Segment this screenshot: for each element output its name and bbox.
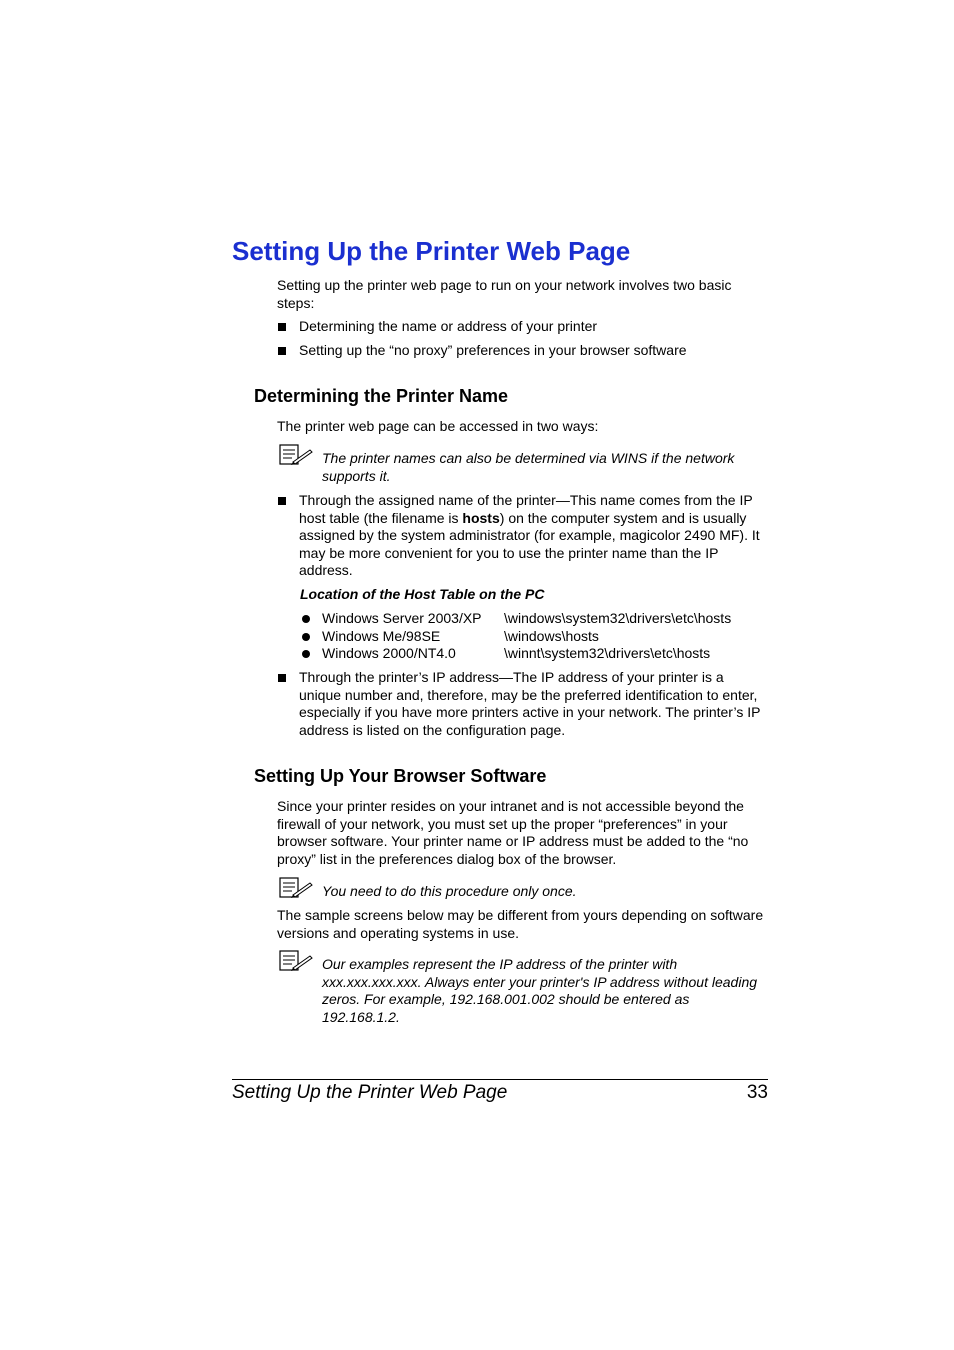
footer-divider [232,1079,768,1080]
step-text: Setting up the “no proxy” preferences in your browser software [299,342,687,358]
square-bullet-icon [278,323,286,331]
hosts-path: \windows\hosts [504,628,599,644]
note-icon [279,950,313,972]
step-text: Determining the name or address of your printer [299,318,598,334]
note-text: You need to do this procedure only once. [322,883,577,899]
note-text: Our examples represent the IP address of the printer with xxx.xxx.xxx.xxx. Always enter your printer's IP address without leading zeros. For example, 192.168.001.002 should be entered as 192.168.1.2. [322,956,758,1025]
note-icon [279,877,313,899]
section-heading-printer-name: Determining the Printer Name [254,386,509,406]
round-bullet-icon [302,615,310,623]
note-text: The printer names can also be determined via WINS if the network supports it. [322,450,735,484]
round-bullet-icon [302,633,310,641]
section1-lead: The printer web page can be accessed in two ways: [277,418,599,434]
access-method-text: Through the assigned name of the printer—This name comes from the IP host table (the filename is hosts) on the computer system and is usually assigned by the system administrator (for example, magicolor 2490 MF). It may be more convenient for you to use the printer name than the IP address. [299,492,760,578]
os-name: Windows Me/98SE [322,628,441,644]
intro-paragraph: Setting up the printer web page to run on your network involves two basic steps: [277,277,732,311]
os-name: Windows 2000/NT4.0 [322,645,456,661]
step-item [277,318,769,336]
section-heading-browser-software: Setting Up Your Browser Software [254,766,547,786]
os-name: Windows Server 2003/XP [322,610,482,626]
square-bullet-icon [278,497,286,505]
page-title: Setting Up the Printer Web Page [232,236,631,266]
access-method-text: Through the printer’s IP address—The IP address of your printer is a unique number and, therefore, may be the preferred identification to enter, especially if you have more printers active in your network. The printer’s IP address is listed on the configuration page. [299,669,761,738]
footer-title: Setting Up the Printer Web Page [232,1082,508,1103]
step-item [277,342,769,360]
square-bullet-icon [278,674,286,682]
hosts-filename: hosts [462,509,500,526]
access-method-item [277,669,769,739]
hosts-path: \winnt\system32\drivers\etc\hosts [504,645,711,661]
round-bullet-icon [302,650,310,658]
hosts-path: \windows\system32\drivers\etc\hosts [504,610,732,626]
section2-paragraph: Since your printer resides on your intranet and is not accessible beyond the firewall of your network, you must set up the proper “preferences” in your browser software. Your printer name or IP address must be added to the “no proxy” list in the preferences dialog box of the browser. [277,798,749,867]
access-method-item [277,492,769,580]
host-table-caption: Location of the Host Table on the PC [300,586,545,602]
page-number: 33 [746,1082,768,1103]
section2-paragraph: The sample screens below may be different from yours depending on software versions and operating systems in use. [277,907,764,941]
square-bullet-icon [278,347,286,355]
note-icon [279,444,313,466]
